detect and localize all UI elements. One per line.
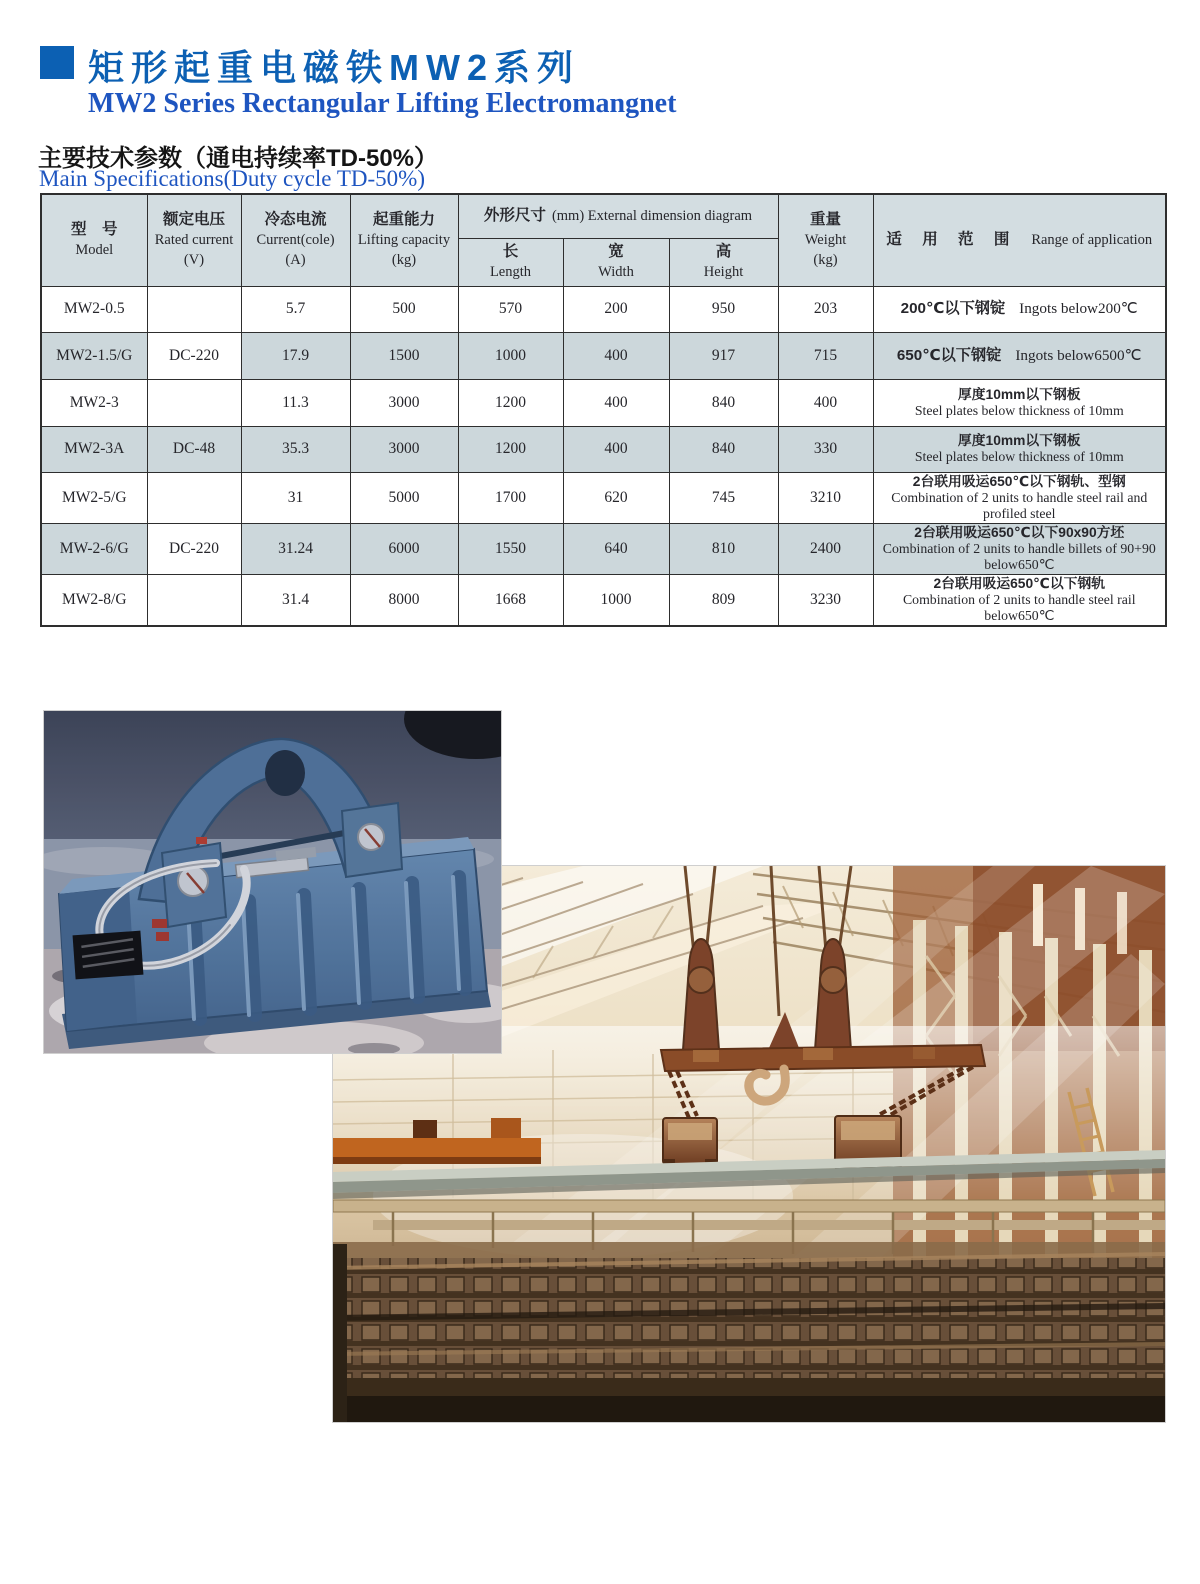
col-header-application: 适 用 范 围 Range of application	[873, 194, 1166, 286]
cell-model: MW2-8/G	[41, 575, 147, 627]
cell-application: 2台联用吸运650℃以下90x90方坯 Combination of 2 units to handle billets of 90+90 below650℃	[873, 524, 1166, 575]
table-row	[41, 426, 1166, 473]
cell-capacity: 1500	[350, 333, 458, 380]
cell-current: 17.9	[241, 333, 350, 380]
cell-voltage: DC-220	[147, 333, 241, 380]
cell-weight: 2400	[778, 524, 873, 575]
cell-weight: 330	[778, 426, 873, 473]
cell-height: 840	[669, 426, 778, 473]
table-row	[41, 473, 1166, 524]
cell-weight: 3230	[778, 575, 873, 627]
cell-voltage: DC-220	[147, 524, 241, 575]
col-header-dimensions: 外形尺寸 (mm) External dimension diagram	[458, 194, 778, 238]
table-row	[41, 524, 1166, 575]
col-header-current: 冷态电流 Current(cole) (A)	[241, 194, 350, 286]
cell-width: 400	[563, 333, 669, 380]
col-header-weight: 重量 Weight (kg)	[778, 194, 873, 286]
cell-weight: 400	[778, 379, 873, 426]
cell-current: 35.3	[241, 426, 350, 473]
cell-application: 厚度10mm以下钢板 Steel plates below thickness of 10mm	[873, 379, 1166, 426]
specifications-table-wrapper	[40, 193, 1167, 627]
cell-voltage	[147, 379, 241, 426]
cell-width: 400	[563, 426, 669, 473]
cell-current: 31.24	[241, 524, 350, 575]
cell-height: 809	[669, 575, 778, 627]
cell-capacity: 6000	[350, 524, 458, 575]
cell-length: 1000	[458, 333, 563, 380]
cell-application: 2台联用吸运650℃以下钢轨、型钢 Combination of 2 units to handle steel rail and profiled steel	[873, 473, 1166, 524]
cell-weight: 3210	[778, 473, 873, 524]
electromagnet-photo-illustration	[44, 711, 501, 1053]
col-header-voltage: 额定电压 Rated current (V)	[147, 194, 241, 286]
cell-height: 745	[669, 473, 778, 524]
cell-capacity: 500	[350, 286, 458, 333]
cell-capacity: 3000	[350, 426, 458, 473]
cell-model: MW2-5/G	[41, 473, 147, 524]
page-title-zh: 矩形起重电磁铁MW2系列	[88, 47, 580, 88]
electromagnet-photo	[44, 711, 501, 1053]
cell-voltage	[147, 286, 241, 333]
cell-application: 厚度10mm以下钢板 Steel plates below thickness of 10mm	[873, 426, 1166, 473]
specifications-table	[40, 193, 1167, 627]
cell-height: 917	[669, 333, 778, 380]
table-row	[41, 379, 1166, 426]
spec-heading-en: Main Specifications(Duty cycle TD-50%)	[39, 166, 425, 191]
col-header-length: 长 Length	[458, 238, 563, 286]
cell-length: 1550	[458, 524, 563, 575]
table-row	[41, 286, 1166, 333]
col-header-model: 型 号 Model	[41, 194, 147, 286]
section-bullet	[40, 46, 74, 79]
cell-voltage	[147, 473, 241, 524]
cell-height: 810	[669, 524, 778, 575]
col-header-width: 宽 Width	[563, 238, 669, 286]
cell-capacity: 3000	[350, 379, 458, 426]
cell-width: 1000	[563, 575, 669, 627]
col-header-capacity: 起重能力 Lifting capacity (kg)	[350, 194, 458, 286]
spec-heading-zh: 主要技术参数（通电持续率TD-50%）	[38, 145, 439, 172]
cell-capacity: 5000	[350, 473, 458, 524]
cell-height: 840	[669, 379, 778, 426]
cell-length: 1200	[458, 426, 563, 473]
cell-model: MW2-0.5	[41, 286, 147, 333]
table-row	[41, 575, 1166, 627]
cell-application: 650℃以下钢锭 Ingots below6500℃	[873, 333, 1166, 380]
cell-width: 620	[563, 473, 669, 524]
cell-capacity: 8000	[350, 575, 458, 627]
col-header-height: 高 Height	[669, 238, 778, 286]
cell-current: 31	[241, 473, 350, 524]
cell-application: 2台联用吸运650℃以下钢轨 Combination of 2 units to handle steel rail below650℃	[873, 575, 1166, 627]
cell-current: 5.7	[241, 286, 350, 333]
cell-voltage: DC-48	[147, 426, 241, 473]
cell-current: 31.4	[241, 575, 350, 627]
cell-model: MW2-3	[41, 379, 147, 426]
cell-length: 1700	[458, 473, 563, 524]
table-row	[41, 333, 1166, 380]
cell-current: 11.3	[241, 379, 350, 426]
cell-width: 400	[563, 379, 669, 426]
cell-height: 950	[669, 286, 778, 333]
cell-model: MW2-3A	[41, 426, 147, 473]
cell-length: 1200	[458, 379, 563, 426]
cell-width: 640	[563, 524, 669, 575]
header-row-1	[41, 194, 1166, 238]
page-title-en: MW2 Series Rectangular Lifting Electromangnet	[88, 88, 677, 119]
cell-width: 200	[563, 286, 669, 333]
cell-voltage	[147, 575, 241, 627]
cell-length: 1668	[458, 575, 563, 627]
cell-model: MW-2-6/G	[41, 524, 147, 575]
cell-application: 200℃以下钢锭 Ingots below200℃	[873, 286, 1166, 333]
cell-model: MW2-1.5/G	[41, 333, 147, 380]
cell-length: 570	[458, 286, 563, 333]
cell-weight: 203	[778, 286, 873, 333]
cell-weight: 715	[778, 333, 873, 380]
